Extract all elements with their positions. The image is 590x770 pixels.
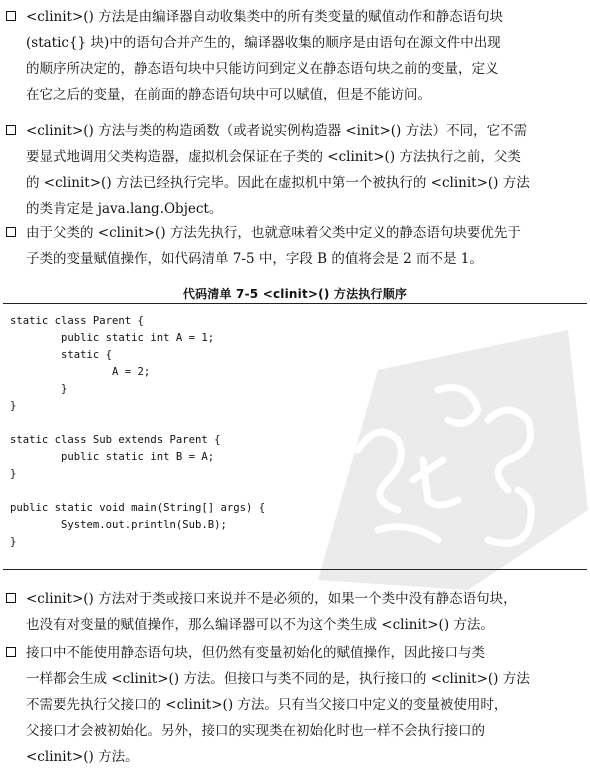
paragraph-line: <clinit>() 方法对于类或接口来说并不是必须的，如果一个类中没有静态语句块， xyxy=(26,591,517,607)
bullet-paragraph xyxy=(6,586,584,638)
code-line: } xyxy=(10,536,17,548)
checkbox-bullet-icon xyxy=(6,125,16,135)
code-line: A = 2; xyxy=(10,366,151,378)
checkbox-bullet-icon xyxy=(6,593,16,603)
code-line: public static int A = 1; xyxy=(10,332,215,344)
checkbox-bullet-icon xyxy=(6,227,16,237)
code-line: public static int B = A; xyxy=(10,451,215,463)
paragraph-line: 的顺序所决定的，静态语句块中只能访问到定义在静态语句块之前的变量，定义 xyxy=(26,61,499,77)
paragraph-line: 要显式地调用父类构造器，虚拟机会保证在子类的 <clinit>() 方法执行之前，父类 xyxy=(26,149,521,165)
paragraph-line: <clinit>() 方法是由编译器自动收集类中的所有类变量的赋值动作和静态语句块 xyxy=(26,9,504,25)
paragraph-line: 由于父类的 <clinit>() 方法先执行，也就意味着父类中定义的静态语句块要优先于 xyxy=(26,225,521,241)
paragraph-line: 父接口才会被初始化。另外，接口的实现类在初始化时也一样不会执行接口的 xyxy=(26,723,485,739)
code-line: static { xyxy=(10,349,113,361)
listing-top-rule xyxy=(3,303,587,304)
paragraph-line: 的 <clinit>() 方法已经执行完毕。因此在虚拟机中第一个被执行的 <clinit>() 方法 xyxy=(26,175,530,191)
code-line: } xyxy=(10,468,17,480)
listing-bottom-rule xyxy=(3,569,587,570)
paragraph-line: 在它之后的变量，在前面的静态语句块中可以赋值，但是不能访问。 xyxy=(26,87,431,103)
code-line: } xyxy=(10,400,17,412)
bullet-paragraph xyxy=(6,4,584,108)
bullet-paragraph xyxy=(6,640,584,770)
bullet-paragraph xyxy=(6,220,584,272)
paragraph-line: 接口中不能使用静态语句块，但仍然有变量初始化的赋值操作，因此接口与类 xyxy=(26,645,485,661)
code-line: public static void main(String[] args) { xyxy=(10,502,266,514)
code-line: } xyxy=(10,383,68,395)
paragraph-line: (static{} 块)中的语句合并产生的，编译器收集的顺序是由语句在源文件中出现 xyxy=(26,35,501,51)
paragraph-line: 一样都会生成 <clinit>() 方法。但接口与类不同的是，执行接口的 <clinit>() 方法 xyxy=(26,671,530,687)
listing-title: 代码清单 7-5 <clinit>() 方法执行顺序 xyxy=(182,287,408,301)
checkbox-bullet-icon xyxy=(6,11,16,21)
bullet-paragraph xyxy=(6,118,584,222)
paragraph-line: 子类的变量赋值操作，如代码清单 7-5 中，字段 B 的值将会是 2 而不是 1。 xyxy=(26,251,483,267)
code-line: System.out.println(Sub.B); xyxy=(10,519,227,531)
checkbox-bullet-icon xyxy=(6,647,16,657)
paragraph-line: <clinit>() 方法。 xyxy=(26,749,139,765)
paragraph-line: 不需要先执行父接口的 <clinit>() 方法。只有当父接口中定义的变量被使用时， xyxy=(26,697,508,713)
code-line: static class Sub extends Parent { xyxy=(10,434,221,446)
paragraph-line: <clinit>() 方法与类的构造函数（或者说实例构造器 <init>() 方法）不同，它不需 xyxy=(26,123,528,139)
code-line: static class Parent { xyxy=(10,315,144,327)
paragraph-line: 也没有对变量的赋值操作，那么编译器可以不为这个类生成 <clinit>() 方法。 xyxy=(26,617,494,633)
paragraph-line: 的类肯定是 java.lang.Object。 xyxy=(26,201,223,217)
library-stamp-watermark xyxy=(318,330,588,590)
